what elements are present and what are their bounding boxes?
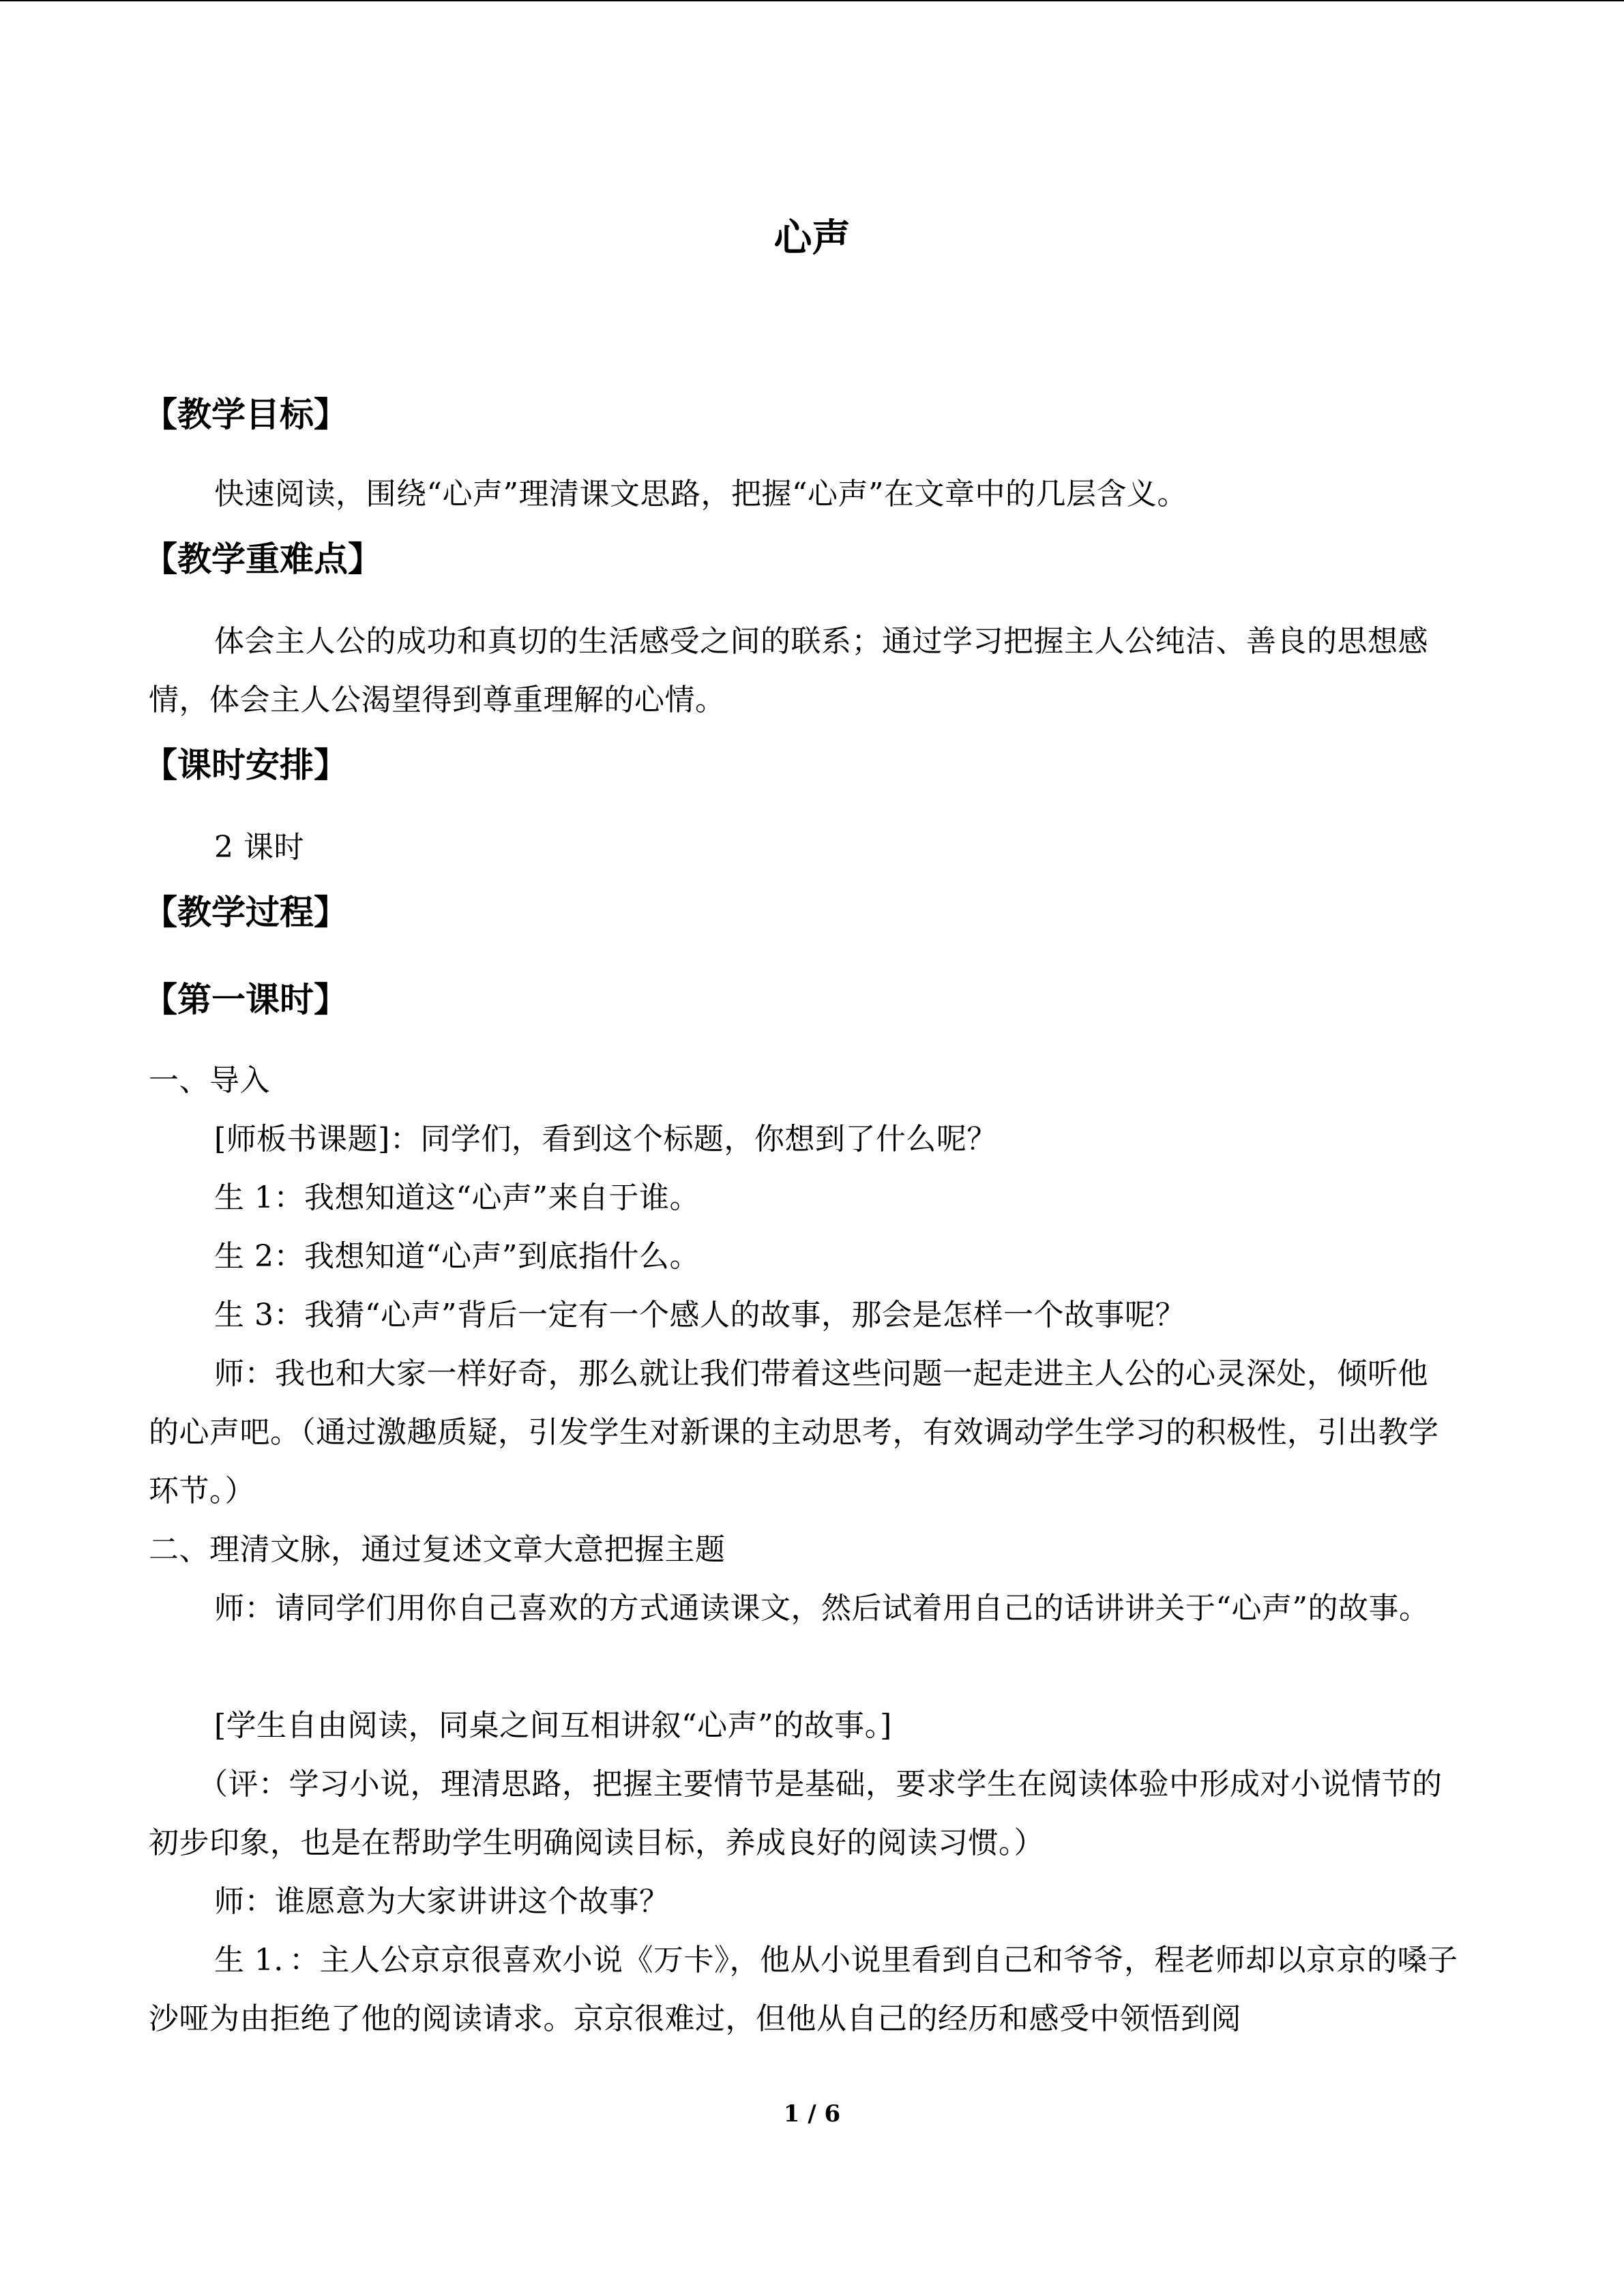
heading-first-lesson: 【第一课时】 xyxy=(143,980,348,1019)
paragraph-teacher-question: 师：谁愿意为大家讲讲这个故事？ xyxy=(214,1884,670,1919)
heading-teaching-process: 【教学过程】 xyxy=(143,893,348,932)
heading-key-difficulties: 【教学重难点】 xyxy=(143,539,382,579)
paragraph-student-story: 生 1．：主人公京京很喜欢小说《万卡》，他从小说里看到自己和爷爷，程老师却以京京的嗓子沙哑为由拒绝了他的阅读请求。京京很难过，但他从自己的经历和感受中领悟到阅 xyxy=(149,1943,1458,2036)
document-title: 心声 xyxy=(773,216,851,260)
paragraph-teacher-response: 师：我也和大家一样好奇，那么就让我们带着这些问题一起走进主人公的心灵深处，倾听他的心声吧。（通过激趣质疑，引发学生对新课的主动思考，有效调动学生学习的积极性，引出教学环节。） xyxy=(149,1356,1439,1508)
paragraph-teacher-prompt: [师板书课题]：同学们，看到这个标题，你想到了什么呢？ xyxy=(214,1122,997,1157)
paragraph-comment: （评：学习小说，理清思路，把握主要情节是基础，要求学生在阅读体验中形成对小说情节的初步印象，也是在帮助学生明确阅读目标，养成良好的阅读习惯。） xyxy=(149,1767,1443,1860)
paragraph-schedule: 2 课时 xyxy=(214,830,304,865)
paragraph-student-2: 生 2：我想知道“心声”到底指什么。 xyxy=(214,1239,700,1274)
paragraph-student-1: 生 1：我想知道这“心声”来自于谁。 xyxy=(214,1180,700,1215)
heading-schedule: 【课时安排】 xyxy=(143,745,348,785)
paragraph-key-difficulties: 体会主人公的成功和真切的生活感受之间的联系；通过学习把握主人公纯洁、善良的思想感情，体会主人公渴望得到尊重理解的心情。 xyxy=(149,624,1428,717)
paragraph-student-3: 生 3：我猜“心声”背后一定有一个感人的故事，那会是怎样一个故事呢？ xyxy=(214,1298,1185,1332)
paragraph-teacher-reading-task: 师：请同学们用你自己喜欢的方式通读课文，然后试着用自己的话讲讲关于“心声”的故事。 xyxy=(214,1591,1430,1626)
paragraph-student-activity: [学生自由阅读，同桌之间互相讲叙“心声”的故事。] xyxy=(214,1708,892,1743)
heading-teaching-goals: 【教学目标】 xyxy=(143,395,348,434)
page-number: 1 / 6 xyxy=(783,2100,841,2128)
section-intro-heading: 一、导入 xyxy=(149,1063,270,1098)
section-structure-heading: 二、理清文脉，通过复述文章大意把握主题 xyxy=(149,1532,726,1567)
paragraph-teaching-goals: 快速阅读，围绕“心声”理清课文思路，把握“心声”在文章中的几层含义。 xyxy=(214,477,1187,511)
